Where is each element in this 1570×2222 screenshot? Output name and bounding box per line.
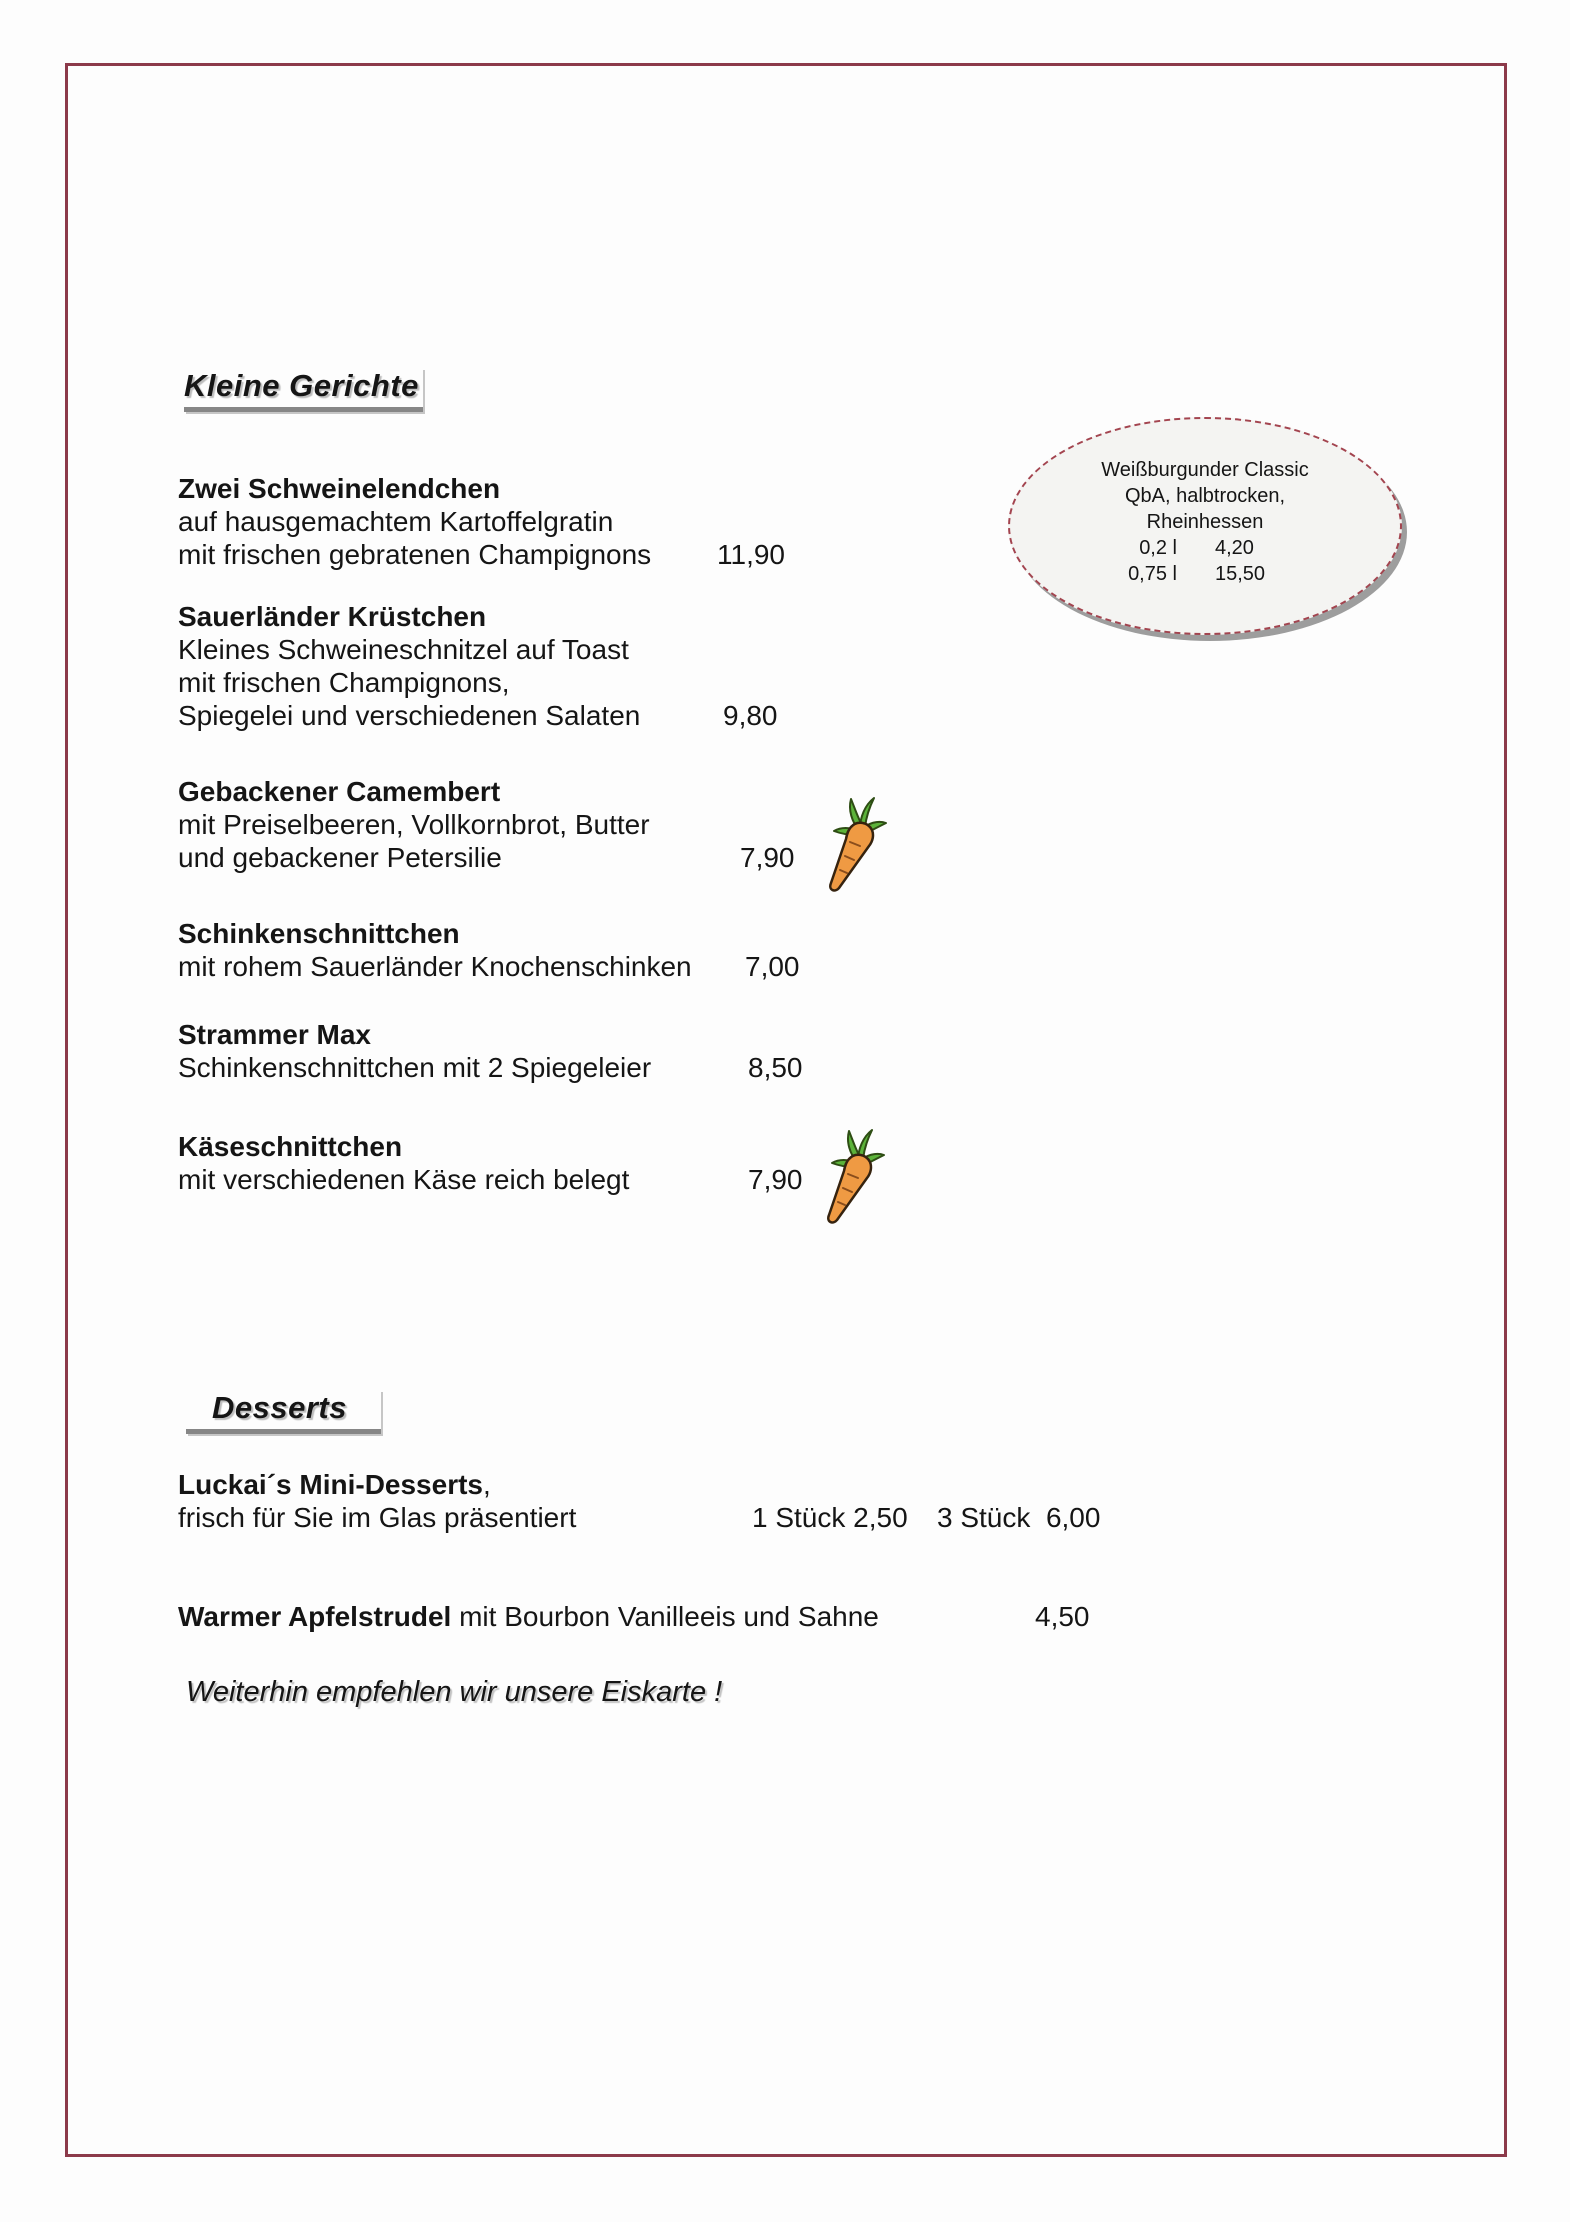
menu-item [178, 1600, 1138, 1633]
dish-name: Warmer Apfelstrudel [178, 1601, 452, 1632]
dish-name: Sauerländer Krüstchen [178, 601, 487, 632]
dish-description-line [178, 1600, 1138, 1633]
section-heading-desserts: Desserts [186, 1390, 381, 1434]
dish-description-line [178, 538, 1138, 571]
wine-size: 0,75 l [1128, 563, 1177, 585]
dish-description-text: Spiegelei und verschiedenen Salaten [178, 700, 641, 731]
dish-price: 4,50 [1035, 1601, 1090, 1632]
wine-price: 4,20 [1215, 537, 1254, 559]
wine-price: 15,50 [1215, 563, 1266, 585]
dish-description-text: Schinkenschnittchen mit 2 Spiegeleier [178, 1052, 652, 1083]
menu-item [178, 775, 1138, 874]
dish-description-line: auf hausgemachtem Kartoffelgratin [178, 506, 614, 537]
dish-name-suffix: , [483, 1469, 491, 1500]
menu-item [178, 472, 1138, 571]
dish-description-line [178, 950, 1138, 983]
dish-name: Gebackener Camembert [178, 776, 501, 807]
dish-description-text: und gebackener Petersilie [178, 842, 502, 873]
dish-price: 9,80 [723, 700, 778, 731]
dish-description-line [178, 699, 1138, 732]
dish-price-single: 1 Stück 2,50 [752, 1502, 908, 1533]
dish-name: Schinkenschnittchen [178, 918, 460, 949]
dish-price: 7,90 [748, 1164, 803, 1195]
dish-description-text: mit Bourbon Vanilleeis und Sahne [451, 1601, 879, 1632]
menu-item [178, 600, 1138, 732]
menu-item [178, 917, 1138, 983]
dish-description-line: mit Preiselbeeren, Vollkornbrot, Butter [178, 809, 650, 840]
menu-item [178, 1018, 1138, 1084]
dish-description-line [178, 1501, 1138, 1534]
wine-quality: QbA, halbtrocken, [1124, 485, 1286, 507]
dish-name: Strammer Max [178, 1019, 371, 1050]
dish-description-text: frisch für Sie im Glas präsentiert [178, 1502, 577, 1533]
dish-price: 7,00 [745, 951, 800, 982]
footer-note: Weiterhin empfehlen wir unsere Eiskarte ! [186, 1676, 723, 1708]
wine-region: Rheinhessen [1146, 511, 1264, 533]
dish-name: Luckai´s Mini-Desserts [178, 1469, 483, 1500]
dish-description-line: Kleines Schweineschnitzel auf Toast [178, 634, 629, 665]
dish-name: Zwei Schweinelendchen [178, 473, 501, 504]
dish-price: 11,90 [717, 539, 785, 570]
dish-description-line [178, 1163, 1138, 1196]
wine-size: 0,2 l [1139, 537, 1177, 559]
menu-item [178, 1468, 1138, 1534]
menu-item [178, 1130, 1138, 1196]
dish-description-text: mit rohem Sauerländer Knochenschinken [178, 951, 692, 982]
dish-price: 8,50 [748, 1052, 803, 1083]
section-heading-kleine-gerichte: Kleine Gerichte [184, 368, 423, 412]
dish-description-text: mit frischen gebratenen Champignons [178, 539, 652, 570]
dish-description-line [178, 841, 1138, 874]
wine-name: Weißburgunder Classic [1101, 459, 1309, 481]
dish-price: 7,90 [740, 842, 795, 873]
dish-description-line [178, 1051, 1138, 1084]
dish-description-text: mit verschiedenen Käse reich belegt [178, 1164, 630, 1195]
dish-name: Käseschnittchen [178, 1131, 403, 1162]
carrot-icon [820, 1126, 886, 1228]
dish-name-line [178, 1468, 1138, 1501]
carrot-icon [822, 794, 888, 896]
dish-price-triple: 3 Stück 6,00 [937, 1502, 1101, 1533]
dish-description-line: mit frischen Champignons, [178, 667, 510, 698]
